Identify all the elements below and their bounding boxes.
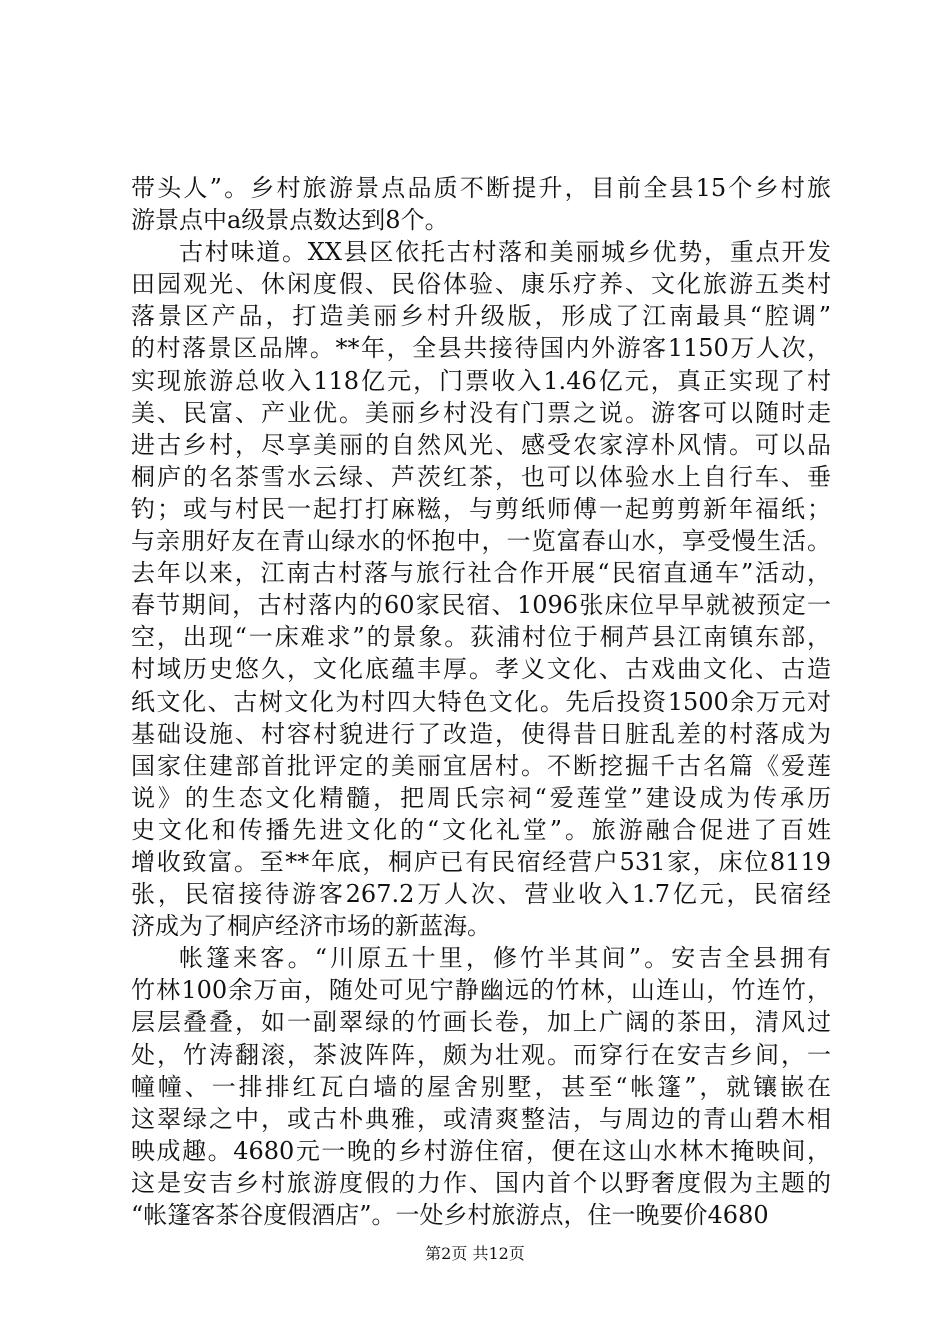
text-line: 古村味道。XX县区依托古村落和美丽城乡优势，重点开发 — [179, 238, 831, 267]
text-line: 美、民富、产业优。美丽乡村没有门票之说。游客可以随时走 — [131, 398, 831, 427]
text-line: 落景区产品，打造美丽乡村升级版，形成了江南最具“腔调” — [131, 302, 831, 331]
text-line: 帐篷来客。“川原五十里，修竹半其间”。安吉全县拥有 — [179, 944, 831, 973]
text-line: 层层叠叠，如一副翠绿的竹画长卷，加上广阔的茶田，清风过 — [131, 1008, 831, 1037]
text-line: 带头人”。乡村旅游景点品质不断提升，目前全县15个乡村旅 — [131, 174, 831, 202]
text-line: 游景点中a级景点数达到8个。 — [131, 206, 449, 235]
text-line: 映成趣。4680元一晚的乡村游住宿，便在这山水林木掩映间， — [131, 1136, 831, 1165]
text-line: 实现旅游总收入118亿元，门票收入1.46亿元，真正实现了村 — [131, 366, 831, 395]
text-line: 田园观光、休闲度假、民俗体验、康乐疗养、文化旅游五类村 — [131, 270, 831, 299]
text-line: 纸文化、古树文化为村四大特色文化。先后投资1500余万元对 — [131, 687, 831, 716]
text-line: 春节期间，古村落内的60家民宿、1096张床位早早就被预定一 — [131, 591, 831, 620]
text-line: 这是安吉乡村旅游度假的力作、国内首个以野奢度假为主题的 — [131, 1168, 831, 1197]
page-number-footer: 第2页 共12页 — [425, 1244, 525, 1263]
document-body — [131, 172, 831, 1231]
text-line: 与亲朋好友在青山绿水的怀抱中，一览富春山水，享受慢生活。 — [131, 527, 831, 556]
text-line: 村域历史悠久，文化底蕴丰厚。孝义文化、古戏曲文化、古造 — [131, 655, 831, 684]
text-line: 进古乡村，尽享美丽的自然风光、感受农家淳朴风情。可以品 — [131, 430, 831, 459]
text-line: 说》的生态文化精髓，把周氏宗祠“爱莲堂”建设成为传承历 — [131, 783, 831, 812]
text-line: 竹林100余万亩，随处可见宁静幽远的竹林，山连山，竹连竹， — [131, 976, 831, 1005]
paragraph — [131, 172, 831, 236]
text-line: 史文化和传播先进文化的“文化礼堂”。旅游融合促进了百姓 — [131, 815, 831, 844]
text-line: 张，民宿接待游客267.2万人次、营业收入1.7亿元，民宿经 — [131, 880, 831, 909]
text-line: 济成为了桐庐经济市场的新蓝海。 — [131, 912, 491, 941]
text-line: “帐篷客茶谷度假酒店”。一处乡村旅游点，住一晚要价4680 — [131, 1201, 769, 1229]
text-line: 基础设施、村容村貌进行了改造，使得昔日脏乱差的村落成为 — [131, 719, 831, 748]
paragraph — [131, 236, 831, 942]
text-line: 增收致富。至**年底，桐庐已有民宿经营户531家，床位8119 — [131, 847, 831, 876]
text-line: 幢幢、一排排红瓦白墙的屋舍别墅，甚至“帐篷”，就镶嵌在 — [131, 1072, 831, 1101]
text-line: 这翠绿之中，或古朴典雅，或清爽整洁，与周边的青山碧木相 — [131, 1104, 831, 1133]
text-line: 国家住建部首批评定的美丽宜居村。不断挖掘千古名篇《爱莲 — [131, 751, 831, 780]
paragraph — [131, 942, 831, 1231]
text-line: 处，竹涛翻滚，茶波阵阵，颇为壮观。而穿行在安吉乡间，一 — [131, 1040, 831, 1069]
text-line: 空，出现“一床难求”的景象。荻浦村位于桐芦县江南镇东部， — [131, 623, 831, 652]
text-line: 去年以来，江南古村落与旅行社合作开展“民宿直通车”活动， — [131, 559, 831, 588]
text-line: 桐庐的名茶雪水云绿、芦茨红茶，也可以体验水上自行车、垂 — [131, 462, 831, 491]
text-line: 的村落景区品牌。**年，全县共接待国内外游客1150万人次， — [131, 334, 831, 363]
text-line: 钓；或与村民一起打打麻糍，与剪纸师傅一起剪剪新年福纸； — [131, 494, 831, 523]
